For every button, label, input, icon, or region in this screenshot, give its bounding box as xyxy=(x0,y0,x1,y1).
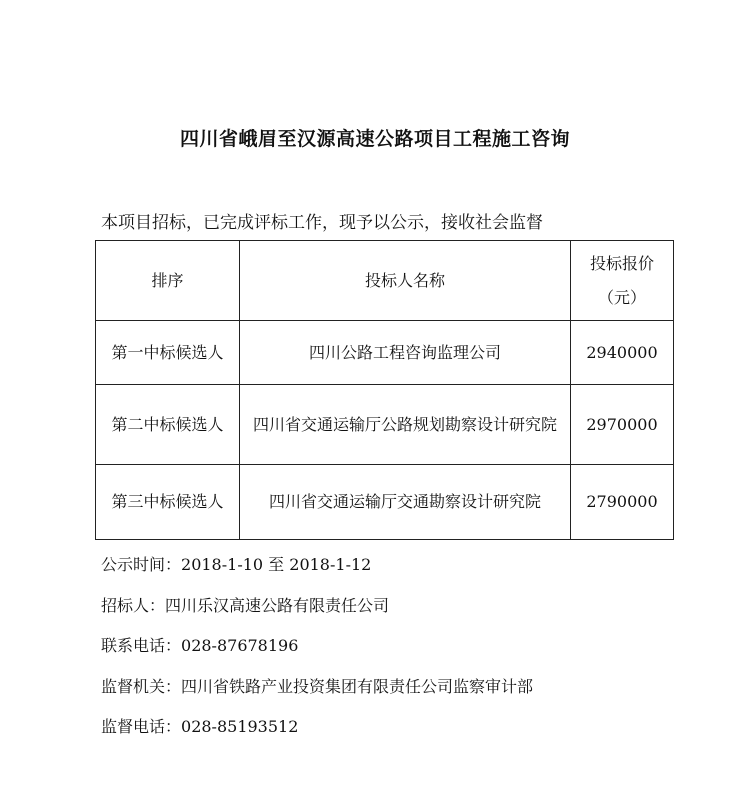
supervisory-authority-label: 监督机关： xyxy=(101,677,182,696)
table-row xyxy=(96,321,674,385)
publicity-period-line xyxy=(101,552,371,575)
rank-cell: 第一中标候选人 xyxy=(96,321,240,385)
publicity-period-label: 公示时间： xyxy=(101,555,182,574)
publicity-period-value: 2018-1-10 至 2018-1-12 xyxy=(181,555,372,574)
supervisory-authority-line xyxy=(101,674,533,697)
table-row xyxy=(96,385,674,465)
bid-price-cell: 2940000 xyxy=(571,321,674,385)
header-bidder-name: 投标人名称 xyxy=(240,241,571,321)
bidder-name-cell: 四川省交通运输厅公路规划勘察设计研究院 xyxy=(240,385,571,465)
table-header-row xyxy=(96,241,674,321)
bidder-name-cell: 四川省交通运输厅交通勘察设计研究院 xyxy=(240,465,571,540)
page-title: 四川省峨眉至汉源高速公路项目工程施工咨询 xyxy=(179,128,570,150)
bid-candidates-table xyxy=(95,240,674,540)
header-rank: 排序 xyxy=(96,241,240,321)
header-bid-price-line1: 投标报价 xyxy=(589,253,654,273)
supervisory-phone-line xyxy=(101,714,298,737)
bid-price-cell: 2790000 xyxy=(571,465,674,540)
intro-text: 本项目招标，已完成评标工作，现予以公示，接收社会监督 xyxy=(101,213,543,233)
header-bid-price xyxy=(571,241,674,321)
bidder-name-cell: 四川公路工程咨询监理公司 xyxy=(240,321,571,385)
supervisory-phone-label: 监督电话： xyxy=(101,717,182,736)
contact-phone-line xyxy=(101,633,298,656)
bid-price-cell: 2970000 xyxy=(571,385,674,465)
tenderer-value: 四川乐汉高速公路有限责任公司 xyxy=(165,596,390,615)
tenderer-line xyxy=(101,593,389,616)
supervisory-authority-value: 四川省铁路产业投资集团有限责任公司监察审计部 xyxy=(181,677,534,696)
rank-cell: 第三中标候选人 xyxy=(96,465,240,540)
rank-cell: 第二中标候选人 xyxy=(96,385,240,465)
tenderer-label: 招标人： xyxy=(101,596,166,615)
table-row xyxy=(96,465,674,540)
contact-phone-value: 028-87678196 xyxy=(181,636,299,655)
supervisory-phone-value: 028-85193512 xyxy=(181,717,299,736)
header-bid-price-line2: （元） xyxy=(597,287,646,307)
contact-phone-label: 联系电话： xyxy=(101,636,182,655)
